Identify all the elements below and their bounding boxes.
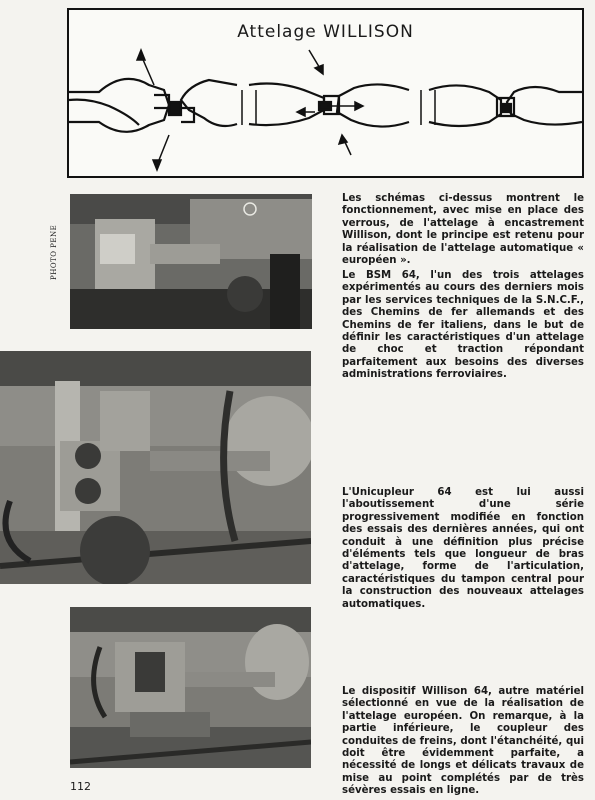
paragraph-bsm-64: Le BSM 64, l'un des trois attelages expérimentés au cours des derniers mois par les services techniques de la S.N.C.F., des Chemins de fer allemands et des Chemins de fer italiens, dans le but de définir les caractéristiques d'un attelage de choc et traction répondant parfaitement aux besoins des diverses administrations ferroviaires. [342, 270, 584, 381]
photo-credit: PHOTO PENE [50, 224, 58, 280]
coupling-schematic [69, 10, 582, 176]
coupler-photo-illustration [70, 607, 311, 768]
diagram-title: Attelage WILLISON [237, 22, 414, 42]
paragraph-willison-64: Le dispositif Willison 64, autre matériel sélectionné en vue de la réalisation de l'attelage européen. On remarque, à la partie inférieure, le coupleur des conduites de freins, dont l'étanchéité, qui doit être évidemment parfaite, a nécessité de longs et délicats travaux de mise au point complétés par de très sévères essais en ligne. [342, 686, 584, 797]
coupler-photo-illustration [70, 194, 312, 329]
coupler-photo-illustration [0, 351, 311, 584]
page-number: 112 [70, 780, 91, 793]
paragraph-willison-diagram: Les schémas ci-dessus montrent le fonctionnement, avec mise en place des verrous, de l'attelage à encastrement Willison, dont le principe est retenu pour la réalisation de l'attelage automatique « européen ». [342, 193, 584, 267]
willison-diagram [67, 8, 584, 178]
photo-bsm-64 [70, 194, 312, 329]
paragraph-unicupleur-64: L'Unicupleur 64 est lui aussi l'aboutissement d'une série progressivement modifiée en fonction des essais des dernières années, qui ont conduit à une définition plus précise d'éléments tels que longueur de bras d'attelage, forme de l'articulation, caractéristiques du tampon central pour la construction des nouveaux attelages automatiques. [342, 487, 584, 610]
photo-willison-64 [70, 607, 311, 768]
photo-unicupleur-64 [0, 351, 311, 584]
